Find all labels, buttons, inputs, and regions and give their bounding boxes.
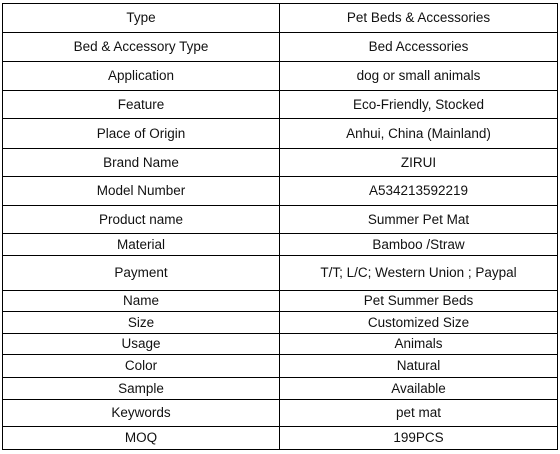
row-value: Animals <box>280 334 558 355</box>
row-label: Keywords <box>3 400 280 427</box>
row-label: MOQ <box>3 427 280 450</box>
table-row <box>3 234 558 256</box>
row-value: Pet Beds & Accessories <box>280 4 558 33</box>
row-label: Name <box>3 291 280 312</box>
table-row <box>3 291 558 312</box>
table-row <box>3 149 558 177</box>
row-value: Bamboo /Straw <box>280 234 558 256</box>
table-row <box>3 91 558 119</box>
table-row <box>3 256 558 291</box>
row-value: A534213592219 <box>280 177 558 206</box>
row-value: pet mat <box>280 400 558 427</box>
row-label: Place of Origin <box>3 119 280 149</box>
table-row <box>3 4 558 33</box>
row-label: Product name <box>3 206 280 234</box>
row-label: Material <box>3 234 280 256</box>
table-row <box>3 312 558 334</box>
row-value: T/T; L/C; Western Union ; Paypal <box>280 256 558 291</box>
row-value: Bed Accessories <box>280 33 558 62</box>
row-label: Application <box>3 62 280 91</box>
row-value: Available <box>280 378 558 400</box>
row-label: Color <box>3 355 280 378</box>
row-value: Pet Summer Beds <box>280 291 558 312</box>
row-value: Summer Pet Mat <box>280 206 558 234</box>
row-label: Payment <box>3 256 280 291</box>
row-label: Brand Name <box>3 149 280 177</box>
row-value: Eco-Friendly, Stocked <box>280 91 558 119</box>
table-row <box>3 62 558 91</box>
row-label: Bed & Accessory Type <box>3 33 280 62</box>
table-row <box>3 177 558 206</box>
table-row <box>3 400 558 427</box>
table-row <box>3 427 558 450</box>
row-label: Size <box>3 312 280 334</box>
row-label: Usage <box>3 334 280 355</box>
table-row <box>3 33 558 62</box>
row-value: Customized Size <box>280 312 558 334</box>
row-label: Type <box>3 4 280 33</box>
table-row <box>3 378 558 400</box>
table-row <box>3 206 558 234</box>
table-row <box>3 355 558 378</box>
row-label: Model Number <box>3 177 280 206</box>
row-value: dog or small animals <box>280 62 558 91</box>
row-value: 199PCS <box>280 427 558 450</box>
table-row <box>3 119 558 149</box>
row-value: ZIRUI <box>280 149 558 177</box>
row-label: Feature <box>3 91 280 119</box>
spec-table <box>2 3 558 450</box>
row-label: Sample <box>3 378 280 400</box>
table-row <box>3 334 558 355</box>
row-value: Natural <box>280 355 558 378</box>
row-value: Anhui, China (Mainland) <box>280 119 558 149</box>
